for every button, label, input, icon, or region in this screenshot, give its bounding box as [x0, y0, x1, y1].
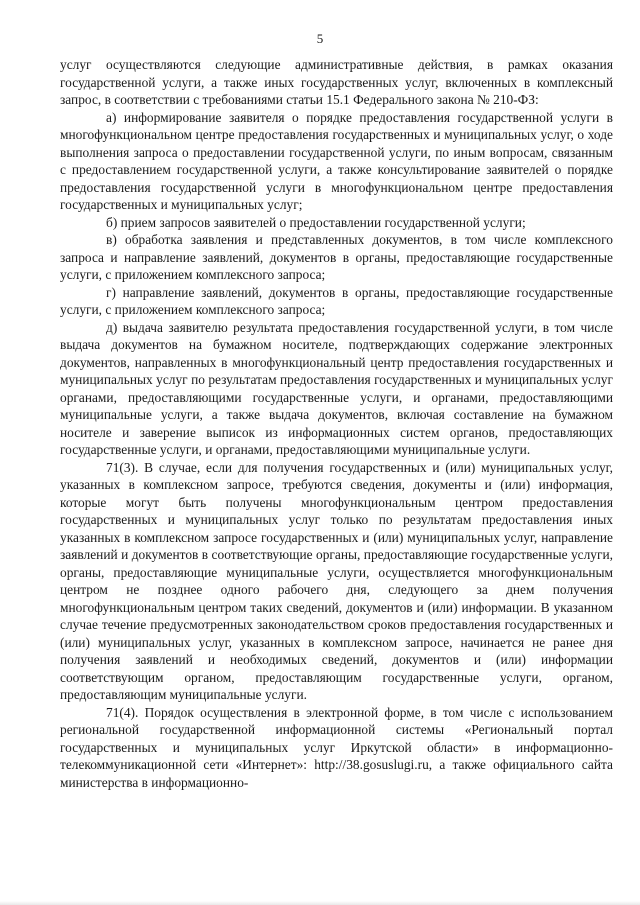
page-number: 5: [316, 31, 324, 46]
paragraph-continuation: услуг осуществляются следующие административные действия, в рамках оказания государственной услуги, а также иных государственных услуг, включенных в комплексный запрос, в соответствии с требованиями статьи 15.1 Федерального закона № 210-ФЗ:: [60, 57, 613, 107]
paragraph-item-b: б) прием запросов заявителей о предоставлении государственной услуги;: [106, 214, 526, 230]
paragraph-71-4: 71(4). Порядок осуществления в электронной форме, в том числе с использованием региональной государственной информационной системы «Региональный портал государственных и муниципальных услуг Иркутской области» в информационно-телекоммуникационной сети «Интернет»: http://38.gosuslugi.ru, а также официального сайта министерства в информационно-: [60, 704, 613, 790]
document-body: [60, 56, 613, 791]
paragraph-item-v: в) обработка заявления и представленных документов, в том числе комплексного запроса и направление заявлений, документов в органы, предоставляющие государственные услуги, с приложением комплексного запроса;: [60, 232, 613, 282]
paragraph-item-d: д) выдача заявителю результата предоставления государственной услуги, в том числе выдача документов на бумажном носителе, подтверждающих содержание электронных документов, направленных в многофункциональный центр предоставления государственных и муниципальных услуг по результатам предоставления государственных и муниципальных услуг органами, предоставляющими государственные услуги, и органами, предоставляющими муниципальные услуги, а также выдача документов, включая составление на бумажном носителе и заверение выписок из информационных систем органов, предоставляющих государственные услуги, и органами, предоставляющими муниципальные услуги.: [60, 319, 613, 457]
paragraph-item-g: г) направление заявлений, документов в органы, предоставляющие государственные услуги, с приложением комплексного запроса;: [60, 284, 613, 317]
paragraph-71-3: 71(3). В случае, если для получения государственных и (или) муниципальных услуг, указанных в комплексном запросе, требуются сведения, документы и (или) информация, которые могут быть получены многофункциональным центром предоставления государственных и муниципальных услуг только по результатам предоставления иных указанных в комплексном запросе государственных и (или) муниципальных услуг, направление заявлений и документов в соответствующие органы, предоставляющие государственные услуги, органы, предоставляющие муниципальные услуги, осуществляется многофункциональным центром не позднее одного рабочего дня, следующего за днем получения многофункциональным центром таких сведений, документов и (или) информации. В указанном случае течение предусмотренных законодательством сроков предоставления государственных и (или) муниципальных услуг, указанных в комплексном запросе, начинается не ранее дня получения заявлений и необходимых сведений, документов и (или) информации соответствующим органом, предоставляющим государственные услуги, органом, предоставляющим муниципальные услуги.: [60, 459, 613, 702]
paragraph-item-a: а) информирование заявителя о порядке предоставления государственной услуги в многофункциональном центре предоставления государственных и муниципальных услуг, о ходе выполнения запроса о предоставлении государственной услуги, по иным вопросам, связанным с предоставлением государственной услуги, а также консультирование заявителей о порядке предоставления государственной услуги в многофункциональном центре предоставления государственных и муниципальных услуг;: [60, 109, 613, 212]
scan-bottom-edge: [0, 901, 640, 905]
